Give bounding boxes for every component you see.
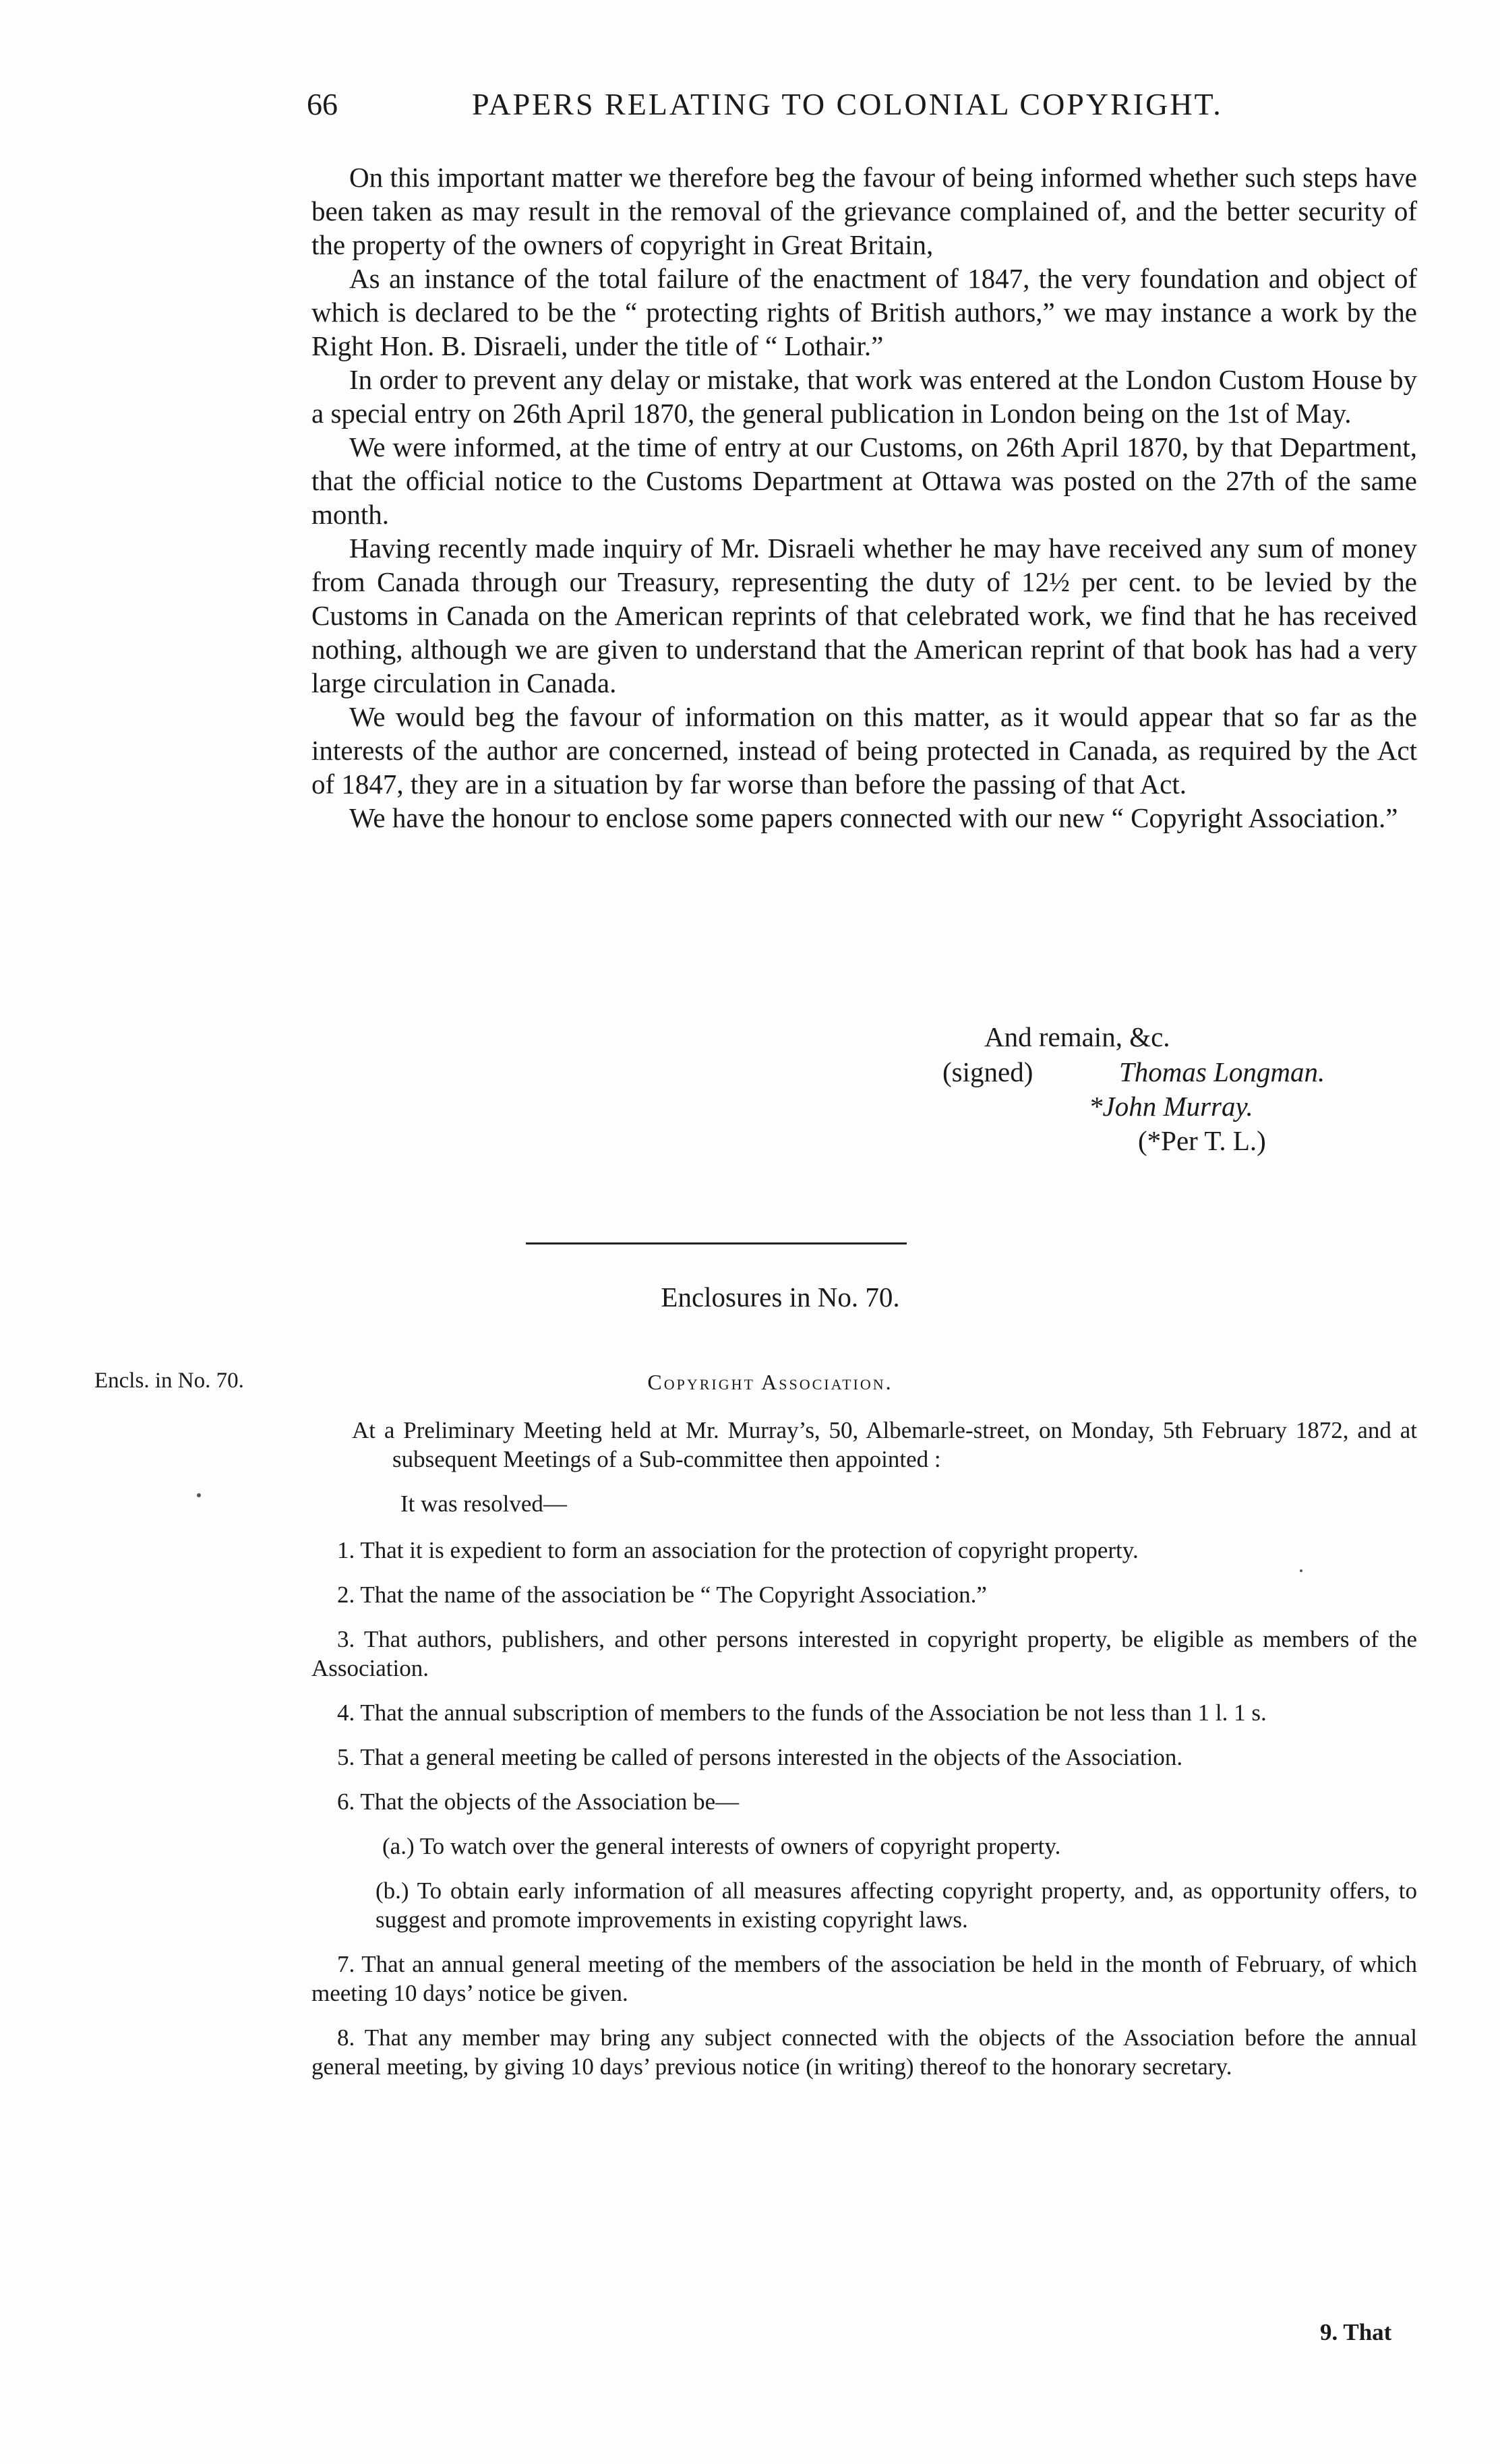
resolution-item: 2. That the name of the association be “ The Copyright Association.” <box>337 1582 987 1608</box>
section-divider <box>526 1242 907 1244</box>
ink-speck <box>197 1493 201 1497</box>
letter-paragraph: We would beg the favour of information on this matter, as it would appear that so far as the interests of the author are concerned, instead of being protected in Canada, as required by the Act of 1847, they are in a situation by far worse than before the passing of that Act. <box>311 701 1417 800</box>
letter-body <box>311 160 1417 835</box>
letter-paragraph: Having recently made inquiry of Mr. Disraeli whether he may have received any sum of money from Canada through our Treasury, representing the duty of 12½ per cent. to be levied by the Customs in Canada on the American reprints of that celebrated work, we find that he has received nothing, although we are given to understand that the American reprint of that book has had a very large circulation in Canada. <box>311 533 1417 698</box>
resolved-line: It was resolved— <box>400 1491 567 1517</box>
resolution-item: 5. That a general meeting be called of persons interested in the objects of the Association. <box>337 1744 1183 1770</box>
resolutions-block <box>311 1416 1417 2097</box>
letter-paragraph: On this important matter we therefore beg the favour of being informed whether such steps have been taken as may result in the removal of the grievance complained of, and the better security of the property of the owners of copyright in Great Britain, <box>311 162 1417 260</box>
closing-line: And remain, &c. <box>984 1021 1170 1052</box>
resolution-item: 1. That it is expedient to form an association for the protection of copyright property. <box>337 1537 1139 1563</box>
association-heading: Copyright Association. <box>647 1370 893 1394</box>
letter-paragraph: In order to prevent any delay or mistake, that work was entered at the London Custom House by a special entry on 26th April 1870, the general publication in London being on the 1st of May. <box>311 364 1417 429</box>
resolution-item: 4. That the annual subscription of members to the funds of the Association be not less than 1 l. 1 s. <box>337 1700 1267 1726</box>
margin-note: Encls. in No. 70. <box>94 1369 244 1393</box>
resolution-item: 8. That any member may bring any subject connected with the objects of the Association before the annual general meeting, by giving 10 days’ previous notice (in writing) thereof to the honorary secretary. <box>311 2024 1417 2080</box>
page-number: 66 <box>307 87 338 121</box>
resolution-item: 6. That the objects of the Association be— <box>337 1789 740 1815</box>
ink-speck <box>1300 1569 1302 1572</box>
letter-paragraph: We were informed, at the time of entry at our Customs, on 26th April 1870, by that Department, that the official notice to the Customs Department at Ottawa was posted on the 27th of the same month. <box>311 431 1417 530</box>
running-title: PAPERS RELATING TO COLONIAL COPYRIGHT. <box>472 87 1223 121</box>
signed-label: (signed) <box>942 1056 1033 1087</box>
meeting-intro: At a Preliminary Meeting held at Mr. Murray’s, 50, Albemarle-street, on Monday, 5th February 1872, and at subsequent Meetings of a Sub-committee then appointed : <box>352 1417 1417 1472</box>
letter-paragraph: We have the honour to enclose some papers connected with our new “ Copyright Association.” <box>349 802 1398 833</box>
signature-longman: Thomas Longman. <box>1119 1056 1325 1087</box>
sub-item: (a.) To watch over the general interests of owners of copyright property. <box>382 1833 1061 1859</box>
per-note: (*Per T. L.) <box>1138 1125 1266 1156</box>
sub-item: (b.) To obtain early information of all measures affecting copyright property, and, as opportunity offers, to suggest and promote improvements in existing copyright laws. <box>376 1877 1417 1933</box>
resolution-item: 3. That authors, publishers, and other persons interested in copyright property, be eligible as members of the Association. <box>311 1626 1417 1681</box>
letter-paragraph: As an instance of the total failure of the enactment of 1847, the very foundation and object of which is declared to be the “ protecting rights of British authors,” we may instance a work by the Right Hon. B. Disraeli, under the title of “ Lothair.” <box>311 263 1417 361</box>
enclosures-title: Enclosures in No. 70. <box>661 1282 900 1313</box>
page-header <box>0 86 1500 140</box>
resolution-item: 7. That an annual general meeting of the members of the association be held in the month of February, of which meeting 10 days’ notice be given. <box>311 1951 1417 2006</box>
catchword: 9. That <box>1320 2319 1392 2345</box>
signature-murray: *John Murray. <box>1089 1091 1253 1122</box>
